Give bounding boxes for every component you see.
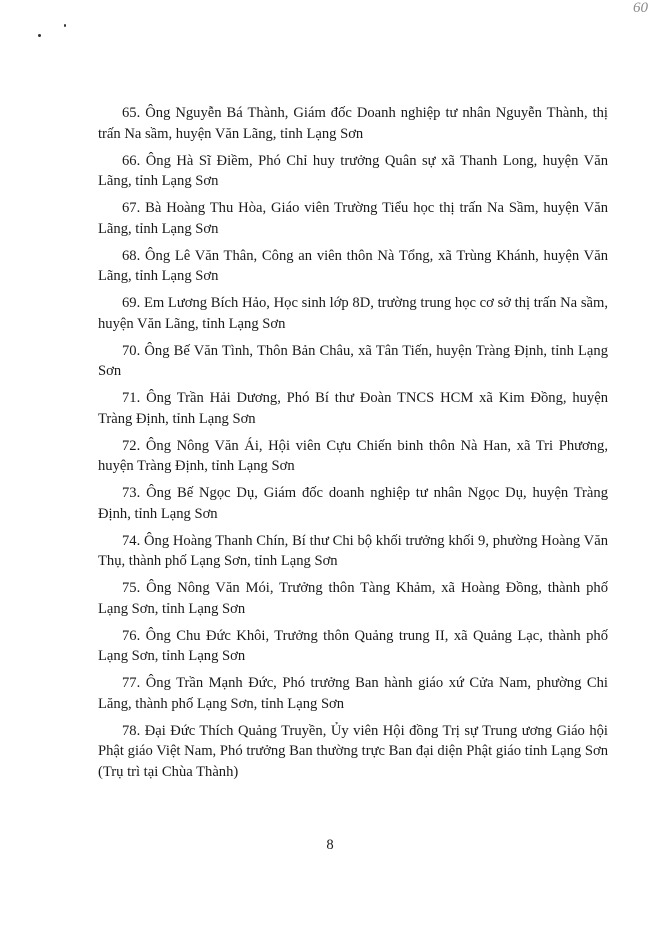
item-number: 73.: [122, 485, 141, 501]
item-number: 70.: [122, 342, 141, 359]
item-text: Ông Nguyễn Bá Thành, Giám đốc Doanh nghiệp tư nhân Nguyễn Thành, thị trấn Na sầm, huyện Văn Lãng, tỉnh Lạng Sơn: [98, 105, 608, 142]
item-text: Ông Nông Văn Mói, Trưởng thôn Tàng Khảm, xã Hoàng Đồng, thành phố Lạng Sơn, tỉnh Lạng Sơn: [98, 580, 608, 617]
list-item: [98, 246, 608, 294]
item-number: 68.: [122, 247, 141, 264]
list-item: [98, 388, 608, 436]
item-number: 66.: [122, 152, 141, 169]
item-number: 78.: [122, 722, 141, 739]
item-number: 65.: [122, 105, 141, 121]
item-text: Đại Đức Thích Quảng Truyền, Ủy viên Hội đồng Trị sự Trung ương Giáo hội Phật giáo Việt Nam, Phó trưởng Ban thường trực Ban đại diện Phật giáo tỉnh Lạng Sơn (Trụ trì tại Chùa Thành): [98, 722, 608, 780]
item-number: 76.: [122, 627, 141, 644]
list-item: [98, 578, 608, 626]
list-item: [98, 341, 608, 389]
item-text: Ông Hà Sĩ Điềm, Phó Chỉ huy trưởng Quân sự xã Thanh Long, huyện Văn Lãng, tỉnh Lạng Sơn: [98, 152, 608, 189]
item-text: Ông Lê Văn Thân, Công an viên thôn Nà Tổng, xã Trùng Khánh, huyện Văn Lãng, tỉnh Lạng Sơn: [98, 247, 608, 284]
item-number: 67.: [122, 200, 141, 216]
item-number: 69.: [122, 295, 141, 311]
item-text: Ông Chu Đức Khôi, Trưởng thôn Quảng trung II, xã Quảng Lạc, thành phố Lạng Sơn, tỉnh Lạng Sơn: [98, 627, 608, 664]
list-item: [98, 151, 608, 199]
item-number: 71.: [122, 390, 141, 406]
award-list: [98, 103, 608, 791]
scan-speck: [38, 34, 41, 37]
item-text: Ông Nông Văn Ái, Hội viên Cựu Chiến binh thôn Nà Han, xã Tri Phương, huyện Tràng Định, tỉnh Lạng Sơn: [98, 437, 608, 474]
handwritten-page-mark: 60: [633, 0, 648, 16]
item-text: Em Lương Bích Hảo, Học sinh lớp 8D, trường trung học cơ sở thị trấn Na sầm, huyện Văn Lãng, tỉnh Lạng Sơn: [98, 295, 608, 332]
list-item: [98, 531, 608, 579]
page-number: 8: [326, 837, 334, 853]
list-item: [98, 626, 608, 674]
item-number: 77.: [122, 675, 141, 691]
item-number: 72.: [122, 437, 141, 454]
list-item: [98, 483, 608, 531]
item-text: Bà Hoàng Thu Hòa, Giáo viên Trường Tiểu học thị trấn Na Sầm, huyện Văn Lãng, tỉnh Lạng Sơn: [98, 200, 608, 237]
item-text: Ông Hoàng Thanh Chín, Bí thư Chi bộ khối trưởng khối 9, phường Hoàng Văn Thụ, thành phố Lạng Sơn, tỉnh Lạng Sơn: [98, 532, 608, 569]
item-number: 75.: [122, 580, 141, 596]
list-item: [98, 293, 608, 341]
list-item: [98, 436, 608, 484]
list-item: [98, 673, 608, 721]
list-item: [98, 103, 608, 151]
item-text: Ông Trần Hải Dương, Phó Bí thư Đoàn TNCS HCM xã Kim Đồng, huyện Tràng Định, tỉnh Lạng Sơn: [98, 390, 609, 427]
item-text: Ông Bế Ngọc Dụ, Giám đốc doanh nghiệp tư nhân Ngọc Dụ, huyện Tràng Định, tỉnh Lạng Sơn: [98, 485, 608, 522]
item-text: Ông Trần Mạnh Đức, Phó trưởng Ban hành giáo xứ Cửa Nam, phường Chi Lăng, thành phố Lạng Sơn, tỉnh Lạng Sơn: [98, 675, 608, 712]
item-text: Ông Bế Văn Tình, Thôn Bản Châu, xã Tân Tiến, huyện Tràng Định, tỉnh Lạng Sơn: [98, 342, 608, 379]
scan-speck: [64, 24, 66, 27]
item-number: 74.: [122, 532, 141, 549]
list-item: [98, 721, 608, 791]
list-item: [98, 198, 608, 246]
